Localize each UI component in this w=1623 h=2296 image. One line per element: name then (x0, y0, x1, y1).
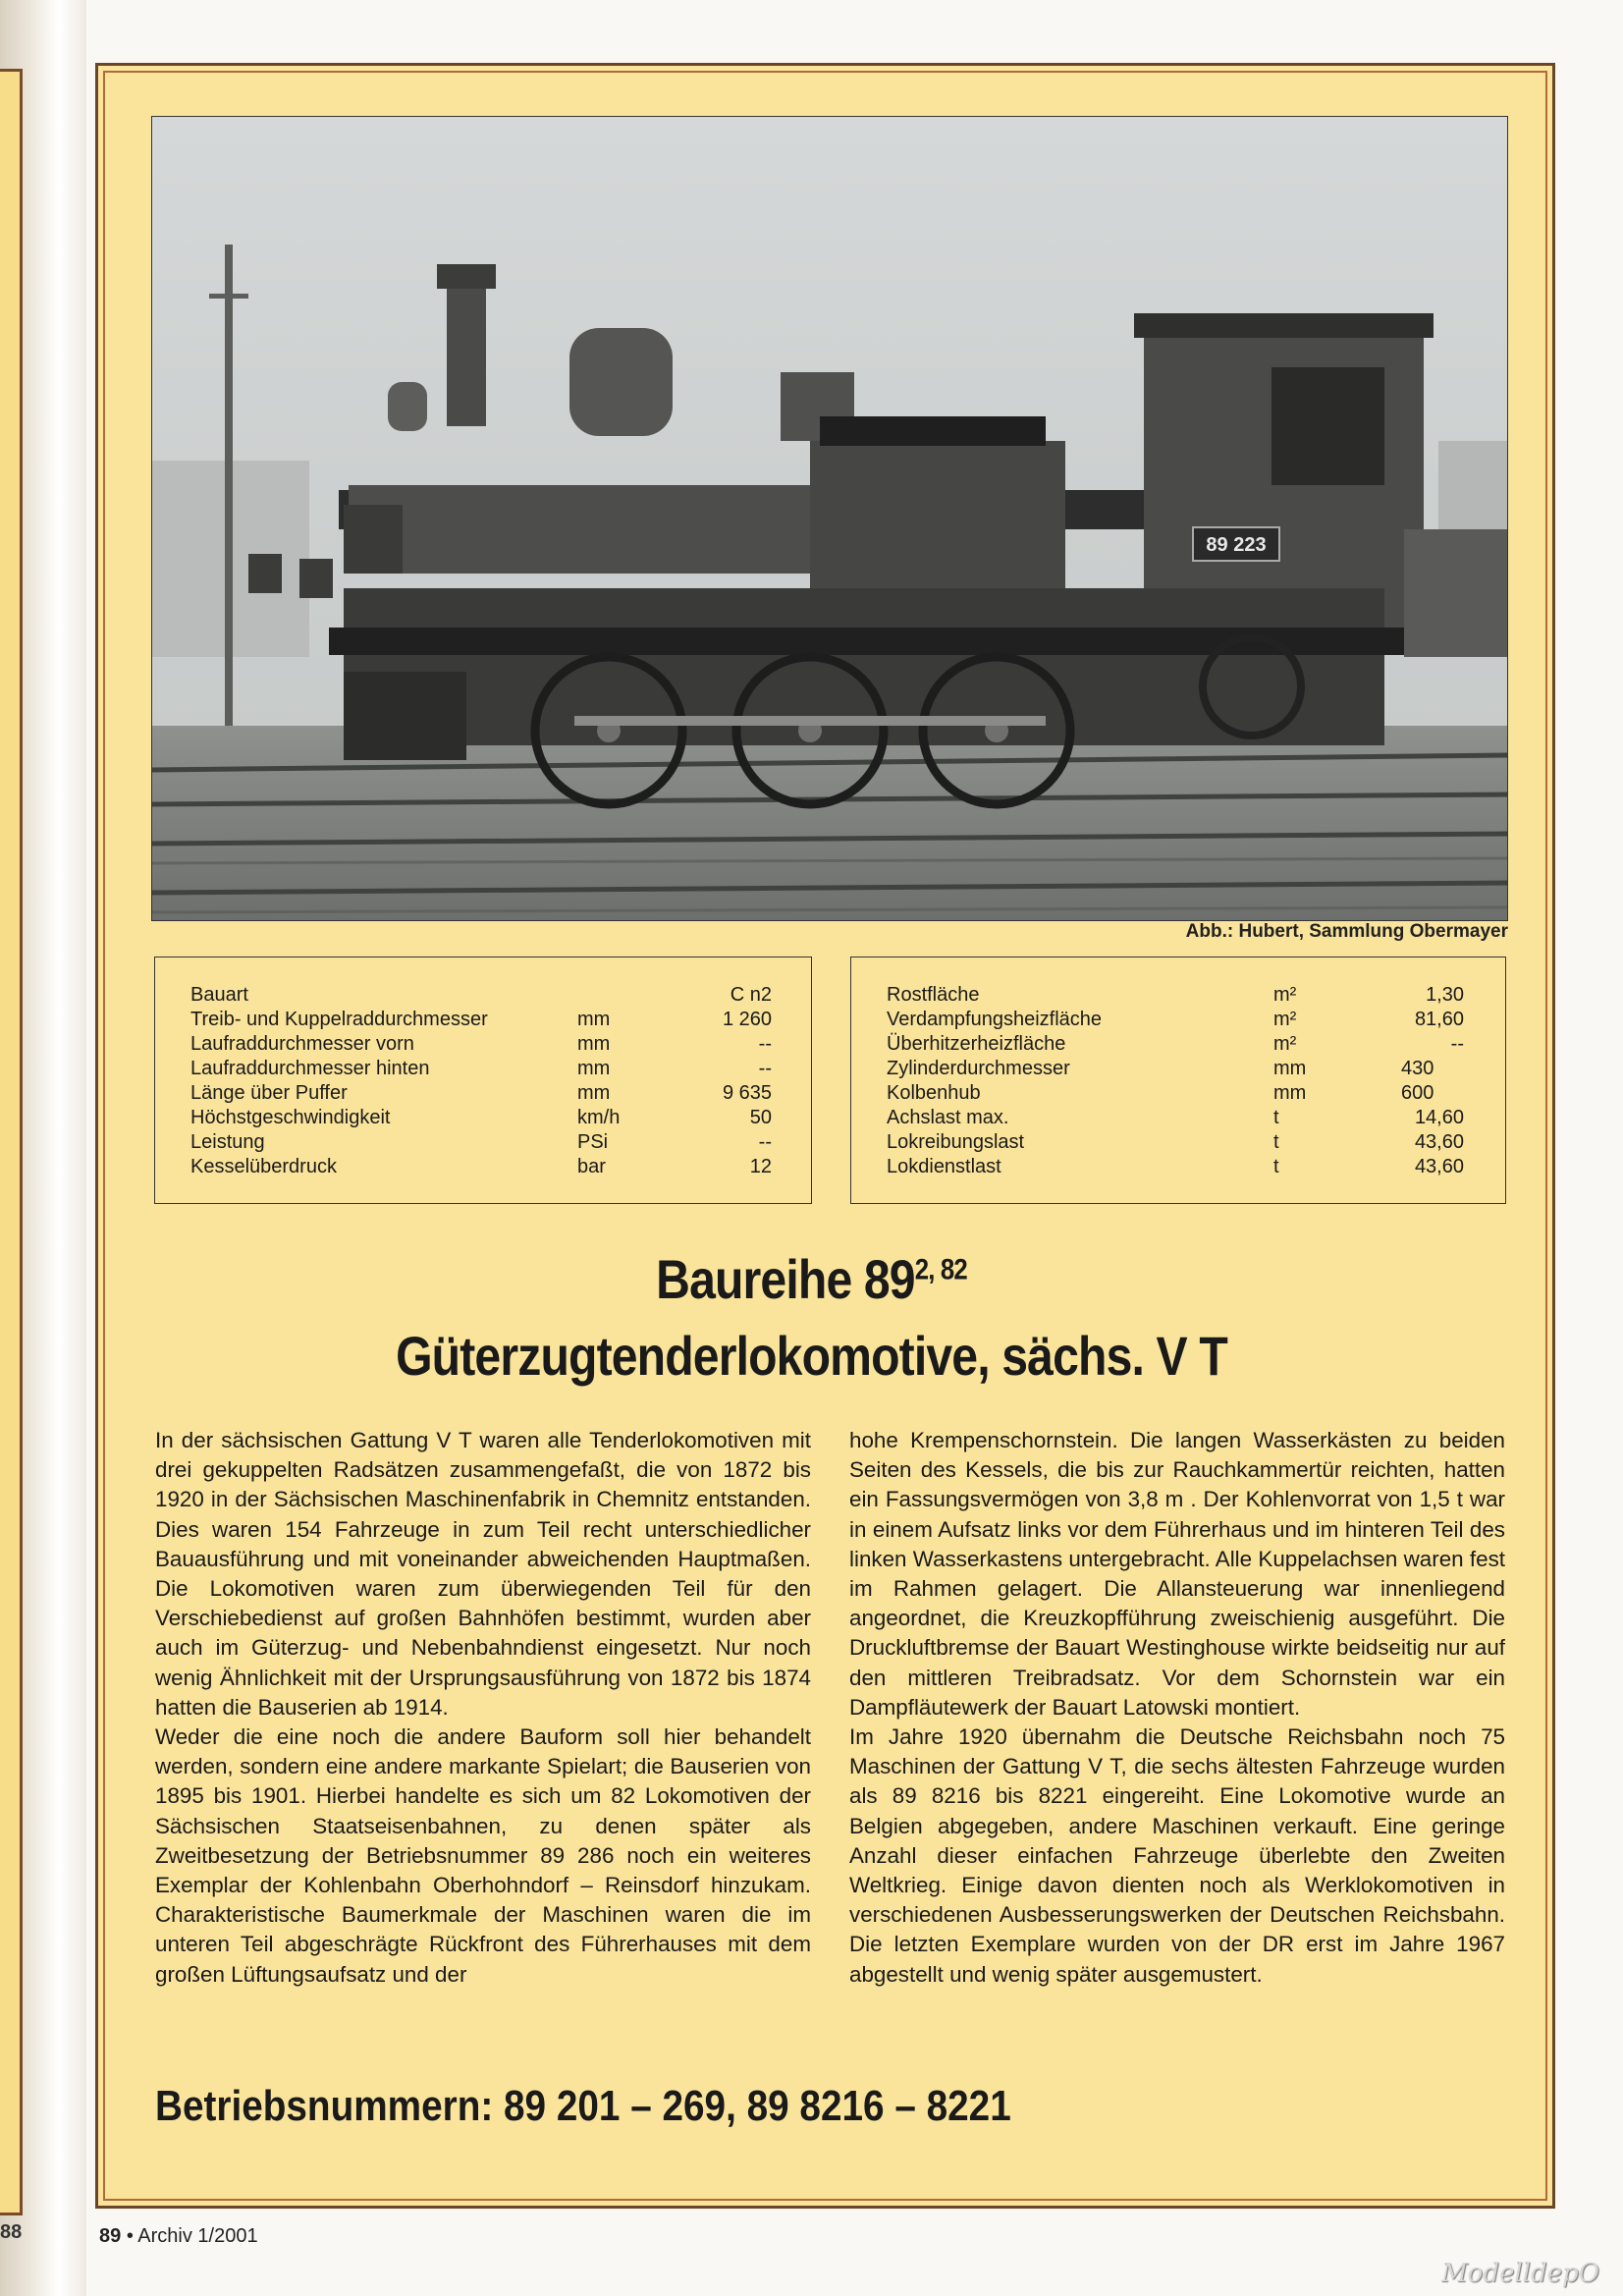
spec-row: Verdampfungsheizfläche m² 81,60 (887, 1009, 1464, 1030)
title-superscript: 2, 82 (914, 1253, 967, 1286)
spec-row: Leistung PSi -- (190, 1131, 772, 1153)
page-footer (99, 2225, 258, 2248)
publication-name: Archiv 1/2001 (137, 2225, 258, 2247)
spec-table-left (154, 957, 812, 1204)
body-column-left (155, 1426, 811, 1990)
spec-row: Laufraddurchmesser hinten mm -- (190, 1058, 772, 1079)
spec-row: Laufraddurchmesser vorn mm -- (190, 1033, 772, 1055)
article-subtitle: Güterzugtenderlokomotive, sächs. V T (396, 1325, 1227, 1387)
spec-row: Treib- und Kuppelraddurchmesser mm 1 260 (190, 1009, 772, 1030)
previous-page-number: 88 (0, 2221, 23, 2243)
spec-row: Überhitzerheizfläche m² -- (887, 1033, 1464, 1055)
spec-row: Höchstgeschwindigkeit km/h 50 (190, 1107, 772, 1128)
spec-row: Rostfläche m² 1,30 (887, 984, 1464, 1006)
body-paragraph: hohe Krempenschornstein. Die langen Wasserkästen zu beiden Seiten des Kessels, die bis zur Rauchkammertür reichten, hatten ein Fassungsvermögen von 3,8 m . Der Kohlenvorrat von 1,5 t war in einem Aufsatz links vor dem Führerhaus und im hinteren Teil des linken Wasserkastens untergebracht. Alle Kuppelachsen waren fest im Rahmen gelagert. Die Allansteuerung war innenliegend angeordnet, die Kreuzkopfführung zweischienig ausgeführt. Die Druckluftbremse der Bauart Westinghouse wirkte beidseitig nur auf den mittleren Treibradsatz. Vor dem Schornstein war ein Dampfläutewerk der Bauart Latowski montiert. (849, 1428, 1505, 1720)
previous-page-frame (0, 69, 23, 2215)
spec-row: Lokdienstlast t 43,60 (887, 1156, 1464, 1177)
body-paragraph: Im Jahre 1920 übernahm die Deutsche Reichsbahn noch 75 Maschinen der Gattung V T, die sechs ältesten Fahrzeuge wurden als 89 8216 bis 8221 eingereiht. Eine Lokomotive wurde an Belgien abgegeben, andere Maschinen verkauft. Eine geringe Anzahl dieser einfachen Fahrzeuge überlebte den Zweiten Weltkrieg. Einige davon dienten noch als Werklokomotiven in verschiedenen Ausbesserungswerken der Deutschen Reichsbahn. Die letzten Exemplare wurden von der DR erst im Jahre 1967 abgestellt und wenig später ausgemustert. (849, 1724, 1505, 1987)
spec-row: Länge über Puffer mm 9 635 (190, 1082, 772, 1104)
body-column-right (849, 1426, 1505, 1990)
locomotive-photo (151, 116, 1508, 921)
page-number: 89 (99, 2225, 122, 2247)
betriebsnummern: Betriebsnummern: 89 201 – 269, 89 8216 – 8221 (155, 2082, 1011, 2130)
photo-credit: Abb.: Hubert, Sammlung Obermayer (1185, 921, 1508, 942)
spec-row: Bauart C n2 (190, 984, 772, 1006)
spec-row: Zylinderdurchmesser mm 430 (887, 1058, 1434, 1079)
body-paragraph: In der sächsischen Gattung V T waren alle Tenderlokomotiven mit drei gekuppelten Radsätzen zusammengefaßt, die von 1872 bis 1920 in der Sächsischen Maschinenfabrik in Chemnitz entstanden. Dies waren 154 Fahrzeuge in zum Teil recht unterschiedlicher Bauausführung und mit voneinander abweichenden Hauptmaßen. Die Lokomotiven waren zum überwiegenden Teil für den Verschiebedienst auf großen Bahnhöfen bestimmt, wurden aber auch im Güterzug- und Nebenbahndienst eingesetzt. Nur noch wenig Ähnlichkeit mit der Ursprungsausführung von 1872 bis 1874 hatten die Bauserien ab 1914. (155, 1428, 811, 1720)
loco-number-plate: 89 223 (1206, 534, 1267, 556)
article-title: Baureihe 89$^{2, 82}$ (656, 1248, 967, 1310)
watermark: ModelldepO (1441, 2259, 1599, 2288)
footer-separator: • (126, 2225, 134, 2247)
body-paragraph: Weder die eine noch die andere Bauform soll hier behandelt werden, sondern eine andere markante Spielart; die Bauserien von 1895 bis 1901. Hierbei handelte es sich um 82 Lokomotiven der Sächsischen Staatseisenbahnen, zu denen später als Zweitbesetzung der Betriebsnummer 89 286 noch ein weiteres Exemplar der Kohlenbahn Oberhohndorf – Reinsdorf hinzukam. Charakteristische Baumerkmale der Maschinen waren die im unteren Teil abgeschrägte Rückfront des Führerhauses mit dem großen Lüftungsaufsatz und der (155, 1724, 811, 1987)
spec-row: Lokreibungslast t 43,60 (887, 1131, 1464, 1153)
spec-table-right (850, 957, 1506, 1204)
spec-row: Kolbenhub mm 600 (887, 1082, 1434, 1104)
spec-row: Kesselüberdruck bar 12 (190, 1156, 772, 1177)
spec-row: Achslast max. t 14,60 (887, 1107, 1464, 1128)
